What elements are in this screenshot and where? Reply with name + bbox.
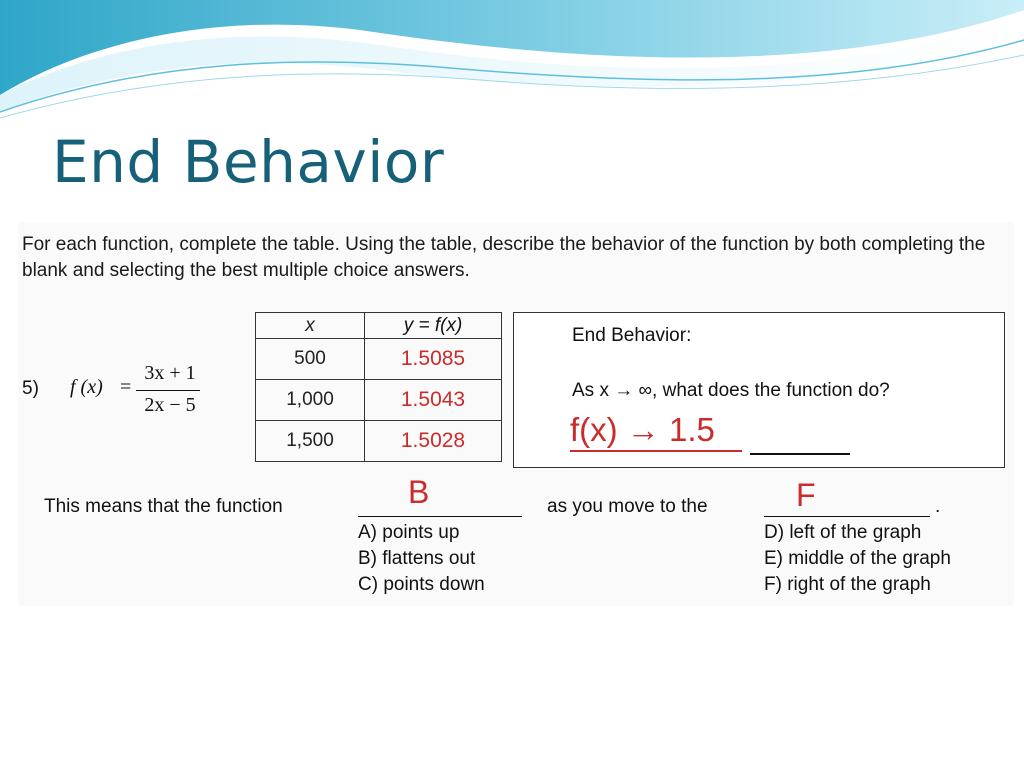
function-numerator: 3x + 1 <box>144 362 196 384</box>
table-cell-x: 1,000 <box>256 380 365 421</box>
instructions-text: For each function, complete the table. Using the table, describe the behavior of the function by both completing the blank and selecting the best multiple choice answers. <box>22 234 986 281</box>
choices-right <box>764 520 951 598</box>
answer-1: B <box>408 474 430 510</box>
end-behavior-box <box>513 312 1005 468</box>
table-header-row <box>256 313 502 339</box>
function-denominator: 2x − 5 <box>144 394 196 416</box>
table-header-y: y = f(x) <box>365 313 502 339</box>
table-cell-y: 1.5043 <box>365 380 502 421</box>
table-row <box>256 380 502 421</box>
function-equals: = <box>120 376 132 398</box>
list-item: D) left of the graph <box>764 522 922 543</box>
blank-line-1 <box>358 516 522 517</box>
header-wave-decoration <box>0 0 1024 125</box>
table-cell-x: 1,500 <box>256 421 365 462</box>
table-cell-y: 1.5028 <box>365 421 502 462</box>
list-item: E) middle of the graph <box>764 548 951 569</box>
function-lhs: f (x) <box>70 376 103 398</box>
fraction-bar <box>136 390 200 391</box>
answer-2: F <box>796 477 816 513</box>
table-header-x: x <box>256 313 365 339</box>
blank-line-2 <box>764 516 930 517</box>
sentence-part-1: This means that the function <box>44 496 283 517</box>
slide-title: End Behavior <box>52 128 445 196</box>
table-cell-x: 500 <box>256 339 365 380</box>
answer-underline <box>570 450 742 452</box>
answer-blank-line <box>750 453 850 455</box>
choices-left <box>358 520 485 598</box>
list-item: A) points up <box>358 522 460 543</box>
problem-number: 5) <box>22 378 39 399</box>
table-cell-y: 1.5085 <box>365 339 502 380</box>
end-behavior-heading: End Behavior: <box>572 325 692 346</box>
end-behavior-question: As x → ∞, what does the function do? <box>572 380 890 401</box>
sentence-part-2: as you move to the <box>547 496 708 517</box>
sentence-end: . <box>935 496 941 517</box>
table-row <box>256 339 502 380</box>
list-item: B) flattens out <box>358 548 476 569</box>
list-item: F) right of the graph <box>764 574 931 595</box>
end-behavior-answer: f(x) → 1.5 <box>570 411 715 448</box>
worksheet-image <box>18 222 1014 606</box>
table-row <box>256 421 502 462</box>
value-table <box>255 312 502 462</box>
list-item: C) points down <box>358 574 485 595</box>
function-definition <box>70 362 210 422</box>
